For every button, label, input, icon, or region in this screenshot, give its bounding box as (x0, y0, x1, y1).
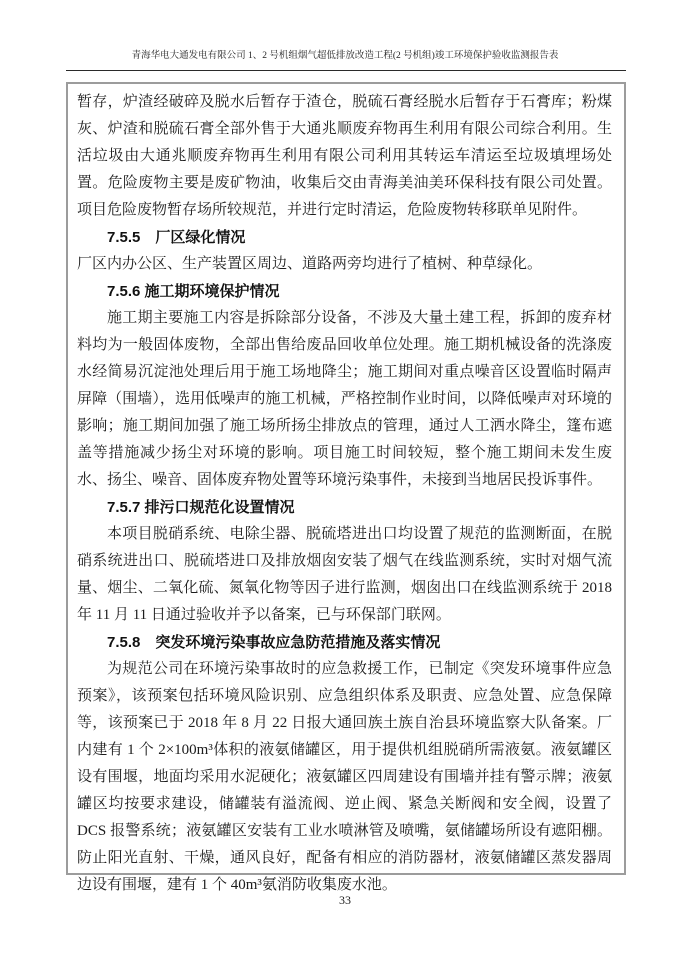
paragraph-outlet-standardization: 本项目脱硝系统、电除尘器、脱硫塔进出口均设置了规范的监测断面，在脱硝系统进出口、脱硫塔进口及排放烟囱安装了烟气在线监测系统，实时对烟气流量、烟尘、二氧化硫、氮氧化物等因子进行监测，烟囱出口在线监测系统于 2018 年 11 月 11 日通过验收并予以备案，已与环保部门联网。 (77, 526, 612, 623)
paragraph-construction-period: 施工期主要施工内容是拆除部分设备，不涉及大量土建工程，拆卸的废弃材料均为一般固体废物，全部出售给废品回收单位处理。施工期机械设备的洗涤废水经简易沉淀池处理后用于施工场地降尘；施工期间对重点噪音区设置临时隔声屏障（围墙），选用低噪声的施工机械，严格控制作业时间，以降低噪声对环境的影响；施工期间加强了施工场所扬尘排放点的管理，通过人工洒水降尘，篷布遮盖等措施减少扬尘对环境的影响。项目施工时间较短，整个施工期间未发生废水、扬尘、噪音、固体废弃物处置等环境污染事件，未接到当地居民投诉事件。 (77, 310, 612, 488)
document-header-title: 青海华电大通发电有限公司 1、2 号机组烟气超低排放改造工程(2 号机组)竣工环境保护验收监测报告表 (131, 51, 559, 61)
section-heading-7-5-8-emergency-measures: 7.5.8 突发环境污染事故应急防范措施及落实情况 (107, 634, 441, 651)
page-number: 33 (339, 893, 351, 907)
report-content-box (66, 82, 626, 893)
paragraph-emergency-measures: 为规范公司在环境污染事故时的应急救援工作，已制定《突发环境事件应急预案》，该预案包括环境风险识别、应急组织体系及职责、应急处置、应急保障等，该预案已于 2018 年 8 月 22 日报大通回族土族自治县环境监察大队备案。厂内建有 1 个 2×100m³体积的液氨储罐区，用于提供机组脱硝所需液氨。液氨罐区设有围堰，地面均采用水泥硬化；液氨罐区四周建设有围墙并挂有警示牌；液氨罐区均按要求建设，储罐装有溢流阀、逆止阀、紧急关断阀和安全阀，设置了 DCS 报警系统；液氨罐区安装有工业水喷淋管及喷嘴，氨储罐场所设有遮阳棚。防止阳光直射、干燥，通风良好，配备有相应的消防器材，液氨储罐区蒸发器周边设有围堰，建有 1 个 40m³氨消防收集废水池。 (77, 661, 612, 893)
section-heading-7-5-6-construction-period: 7.5.6 施工期环境保护情况 (107, 283, 280, 300)
paragraph-solid-waste-disposal: 暂存，炉渣经破碎及脱水后暂存于渣仓，脱硫石膏经脱水后暂存于石膏库；粉煤灰、炉渣和脱硫石膏全部外售于大通兆顺废弃物再生利用有限公司综合利用。生活垃圾由大通兆顺废弃物再生利用有限公司利用其转运车清运至垃圾填埋场处置。危险废物主要是废矿物油，收集后交由青海美油美环保科技有限公司处置。项目危险废物暂存场所较规范，并进行定时清运，危险废物转移联单见附件。 (77, 94, 612, 218)
paragraph-greening: 厂区内办公区、生产装置区周边、道路两旁均进行了植树、种草绿化。 (77, 256, 543, 272)
section-heading-7-5-7-outlet-standardization: 7.5.7 排污口规范化设置情况 (107, 499, 295, 516)
header-divider-line (66, 70, 626, 71)
section-heading-7-5-5-greening: 7.5.5 厂区绿化情况 (107, 229, 246, 246)
